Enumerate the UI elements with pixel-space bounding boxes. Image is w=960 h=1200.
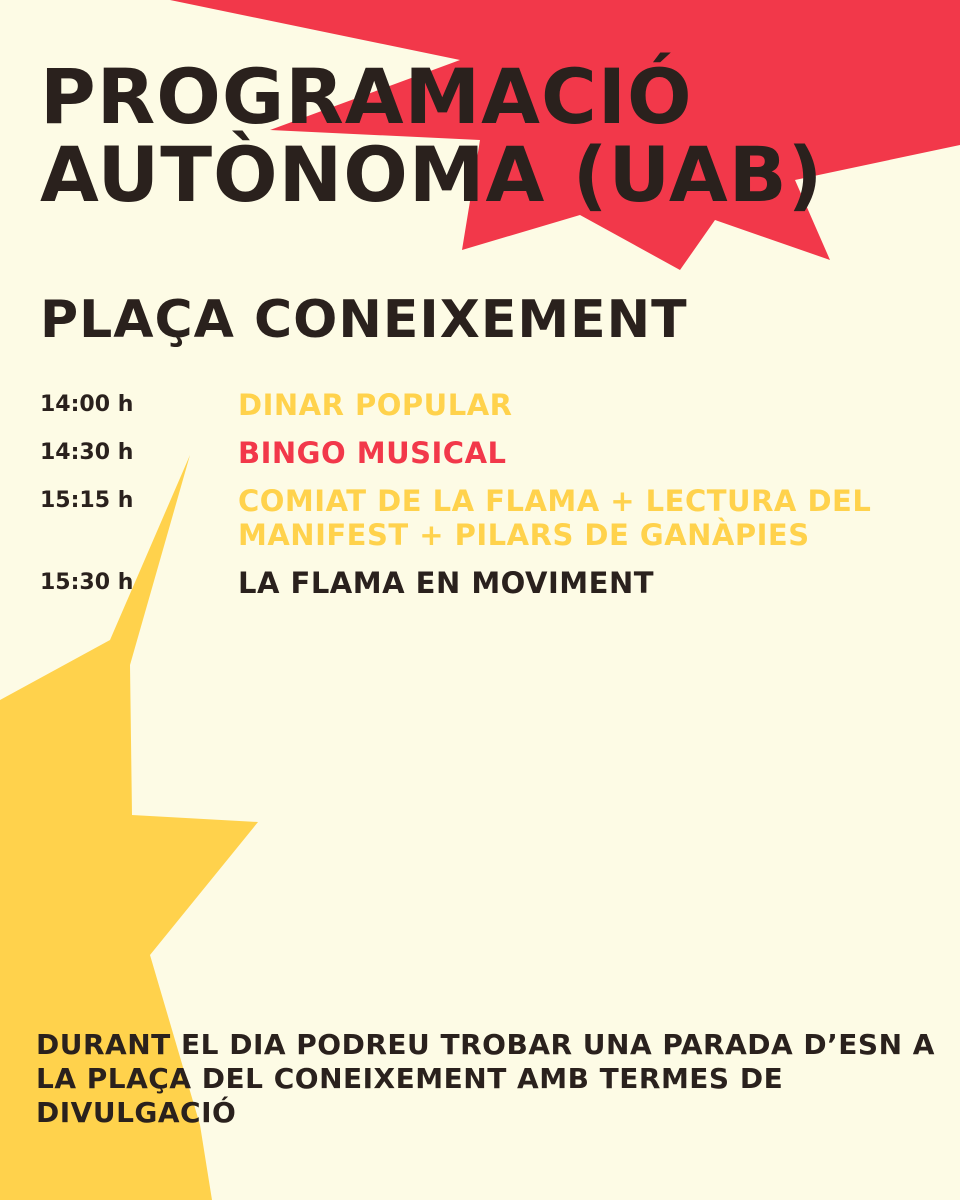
page-title	[40, 52, 824, 219]
schedule-event: BINGO MUSICAL	[238, 436, 507, 470]
schedule-row	[40, 436, 920, 470]
schedule-time: 14:30 h	[40, 440, 134, 465]
schedule-event: COMIAT DE LA FLAMA + LECTURA DEL MANIFEST + PILARS DE GANÀPIES	[238, 484, 872, 552]
title-line-1: PROGRAMACIÓ	[40, 52, 693, 141]
schedule-list	[40, 388, 920, 614]
schedule-event: LA FLAMA EN MOVIMENT	[238, 566, 655, 600]
schedule-row	[40, 388, 920, 422]
schedule-time: 15:15 h	[40, 488, 134, 513]
schedule-row	[40, 484, 920, 552]
schedule-row	[40, 566, 920, 600]
location-heading: PLAÇA CONEIXEMENT	[40, 290, 688, 350]
footer-note: DURANT EL DIA PODREU TROBAR UNA PARADA D’ESN A LA PLAÇA DEL CONEIXEMENT AMB TERMES DE DIVULGACIÓ	[36, 1028, 935, 1129]
schedule-time: 15:30 h	[40, 570, 134, 595]
schedule-event: DINAR POPULAR	[238, 388, 513, 422]
schedule-time: 14:00 h	[40, 392, 134, 417]
title-line-2: AUTÒNOMA (UAB)	[40, 130, 824, 219]
